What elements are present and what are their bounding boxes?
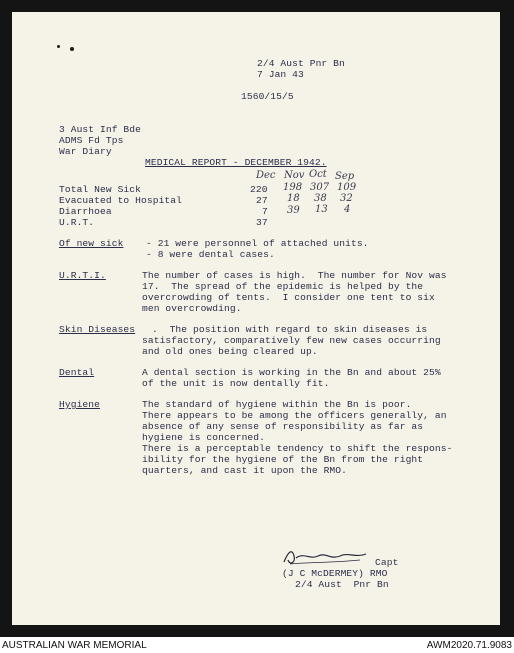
stat-oct: 13 <box>315 204 328 215</box>
stat-sep: 32 <box>340 193 353 204</box>
stat-dec: 220 <box>250 184 268 195</box>
stat-dec: 27 <box>256 195 268 206</box>
addressee: 3 Aust Inf Bde <box>59 124 142 135</box>
dental-line: of the unit is now dentally fit. <box>142 378 330 389</box>
stat-sep: 109 <box>337 182 357 193</box>
month-header: Dec <box>256 170 276 181</box>
report-title: MEDICAL REPORT - DECEMBER 1942. <box>145 157 327 168</box>
header-unit: 2/4 Aust Pnr Bn <box>257 58 345 69</box>
stat-nov: 18 <box>287 193 300 204</box>
hygiene-line: The standard of hygiene within the Bn is poor. <box>142 399 412 410</box>
urti-line: overcrowding of tents. I consider one tent to six <box>142 292 435 303</box>
stat-label: Diarrhoea <box>59 206 112 217</box>
hygiene-line: hygiene is concerned. <box>142 432 266 443</box>
footer-credit: AUSTRALIAN WAR MEMORIAL <box>2 640 147 651</box>
new-sick-line: - 21 were personnel of attached units. <box>146 238 369 249</box>
addressee: ADMS Fd Tps <box>59 135 124 146</box>
hygiene-line: absence of any sense of responsibility as far as <box>142 421 424 432</box>
urti-line: 17. The spread of the epidemic is helped by the <box>142 281 424 292</box>
hygiene-line: There is a perceptable tendency to shift the respons- <box>142 443 453 454</box>
file-reference: 1560/15/5 <box>241 91 294 102</box>
skin-line: and old ones being cleared up. <box>142 346 318 357</box>
stat-sep: 4 <box>344 204 351 215</box>
skin-line: satisfactory, comparatively few new cases occurring <box>142 335 441 346</box>
urti-line: men overcrowding. <box>142 303 242 314</box>
signature-rank: Capt <box>375 557 399 568</box>
hygiene-line: There appears to be among the officers generally, an <box>142 410 447 421</box>
footer-accession-number: AWM2020.71.9083 <box>426 640 512 651</box>
dental-line: A dental section is working in the Bn and about 25% <box>142 367 441 378</box>
urti-line: The number of cases is high. The number for Nov was <box>142 270 447 281</box>
hygiene-line: ibility for the hygiene of the Bn from the right <box>142 454 424 465</box>
month-header: Oct <box>309 169 327 180</box>
hygiene-line: quarters, and cast it upon the RMO. <box>142 465 348 476</box>
stat-dec: 7 <box>262 206 268 217</box>
document-page <box>12 12 500 625</box>
signature-unit: 2/4 Aust Pnr Bn <box>295 579 389 590</box>
stat-oct: 307 <box>310 182 330 193</box>
month-header: Sep <box>335 171 355 182</box>
stat-dec: 37 <box>256 217 268 228</box>
stat-oct: 38 <box>314 193 327 204</box>
stat-nov: 198 <box>283 182 303 193</box>
stat-label: Evacuated to Hospital <box>59 195 183 206</box>
punch-mark <box>70 47 74 51</box>
signature-name: (J C McDERMEY) RMO <box>282 568 388 579</box>
section-heading-urti: U.R.T.I. <box>59 270 106 281</box>
section-heading-new-sick: Of new sick <box>59 238 124 249</box>
header-date: 7 Jan 43 <box>257 69 304 80</box>
section-heading-hygiene: Hygiene <box>59 399 101 410</box>
section-heading-skin: Skin Diseases <box>59 324 136 335</box>
stat-label: U.R.T. <box>59 217 95 228</box>
month-header: Nov <box>284 170 305 181</box>
punch-mark <box>57 45 60 48</box>
section-heading-dental: Dental <box>59 367 95 378</box>
skin-line: . The position with regard to skin diseases is <box>152 324 428 335</box>
stat-label: Total New Sick <box>59 184 142 195</box>
stat-nov: 39 <box>287 205 300 216</box>
new-sick-line: - 8 were dental cases. <box>146 249 275 260</box>
addressee: War Diary <box>59 146 112 157</box>
